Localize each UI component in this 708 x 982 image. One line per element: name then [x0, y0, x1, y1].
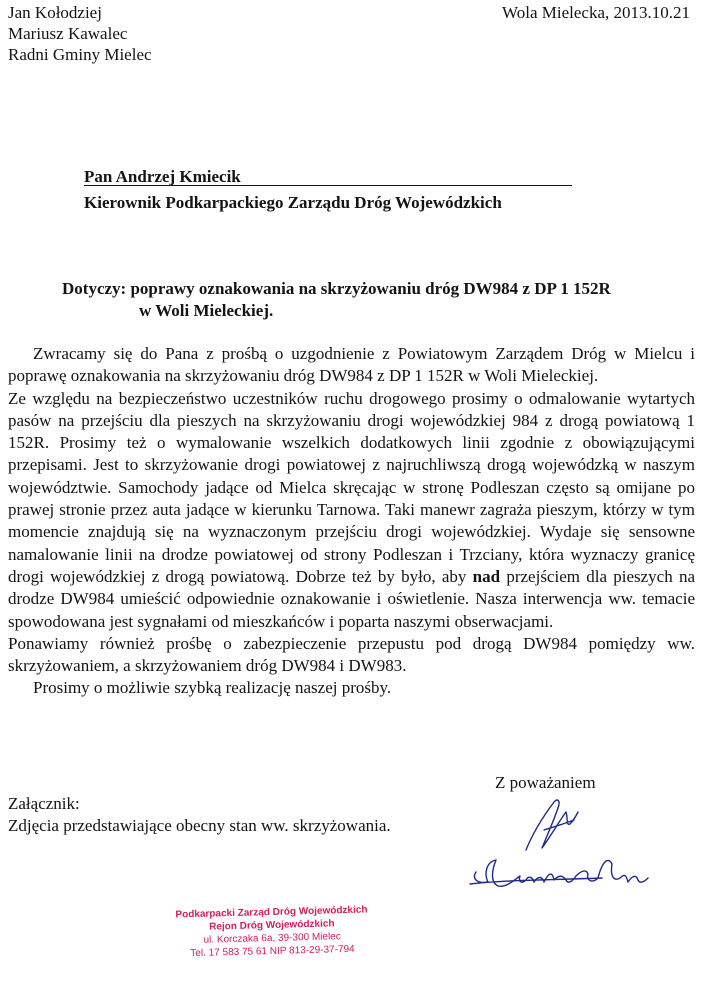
body-paragraph-2: [8, 388, 695, 633]
recipient-block: [84, 166, 572, 214]
stamp-line-3: ul. Korczaka 6a, 39-300 Mielec: [203, 931, 341, 946]
subject-block: [62, 278, 611, 322]
sender-role: Radni Gminy Mielec: [8, 45, 152, 64]
sender-block: [8, 2, 152, 65]
signature-1: [526, 800, 578, 850]
body-paragraph-2-part-1: Ze względu na bezpieczeństwo uczestników ruchu drogowego prosimy o odmalowanie wytartych pasów na przejściu dla pieszych na skrzyżowaniu drogi wojewódzkiej 984 z drogą powiatową 1 152R. Prosimy też o wymalowanie wszelkich dodatkowych linii zgodnie z obowiązującymi przepisami. Jest to skrzyżowanie drogi powiatowej z najruchliwszą drogą wojewódzką w naszym województwie. Samochody jadące od Mielca skręcając w stronę Podleszan często są omijane po prawej stronie przez auta jadące w kierunku Tarnowa. Taki manewr zagraża pieszym, którzy w tym momencie znajdują się na wyznaczonym przejściu drogi wojewódzkiej. Wydaje się sensowne namalowanie linii na drodze powiatowej od strony Podleszan i Trzciany, która wyznaczy granicę drogi wojewódzkiej z drogą powiatową. Dobrze też by było, aby: [8, 388, 695, 586]
office-stamp: [171, 903, 372, 960]
stamp-line-4: Tel. 17 583 75 61 NIP 813-29-37-794: [190, 943, 355, 960]
body-paragraph-3: Ponawiamy również prośbę o zabezpieczenie przepustu pod drogą DW984 pomiędzy ww. skrzyżowaniem, a skrzyżowaniem dróg DW984 i DW983.: [8, 633, 695, 676]
stamp-line-2: Rejon Dróg Wojewódzkich: [209, 918, 335, 933]
subject-line-1: Dotyczy: poprawy oznakowania na skrzyżowaniu dróg DW984 z DP 1 152R: [62, 279, 611, 298]
body-bold-word: nad: [472, 566, 501, 586]
attachment-text: Zdjęcia przedstawiające obecny stan ww. skrzyżowania.: [8, 816, 391, 835]
place-date: Wola Mielecka, 2013.10.21: [502, 3, 690, 22]
body-paragraph-1: Zwracamy się do Pana z prośbą o uzgodnienie z Powiatowym Zarządem Dróg w Mielcu i poprawę oznakowania na skrzyżowaniu dróg DW984 z DP 1 152R w Woli Mieleckiej.: [8, 344, 695, 386]
sender-name-2: Mariusz Kawalec: [8, 24, 128, 43]
signature-2: [475, 860, 649, 886]
body-paragraph-4: Prosimy o możliwie szybką realizację naszej prośby.: [33, 678, 392, 698]
recipient-title: Kierownik Podkarpackiego Zarządu Dróg Wojewódzkich: [84, 193, 502, 212]
body-paragraph-2-part-2: przejściem dla pieszych na drodze DW984 umieścić odpowiednie oznakowanie i oświetlenie. Nasza interwencja ww. temacie spowodowana jest sygnałami od mieszkańców i poparta naszymi obserwacjami.: [8, 566, 695, 631]
signatures: [462, 790, 662, 900]
attachment-label: Załącznik:: [8, 794, 80, 813]
stamp-line-1: Podkarpacki Zarząd Dróg Wojewódzkich: [175, 904, 368, 921]
attachment-block: [8, 793, 391, 837]
letter-body: [8, 343, 695, 700]
subject-line-2: w Woli Mieleckiej.: [139, 301, 274, 320]
recipient-name: Pan Andrzej Kmiecik: [84, 168, 572, 186]
closing-salutation: Z poważaniem: [495, 773, 596, 792]
sender-name-1: Jan Kołodziej: [8, 3, 102, 22]
